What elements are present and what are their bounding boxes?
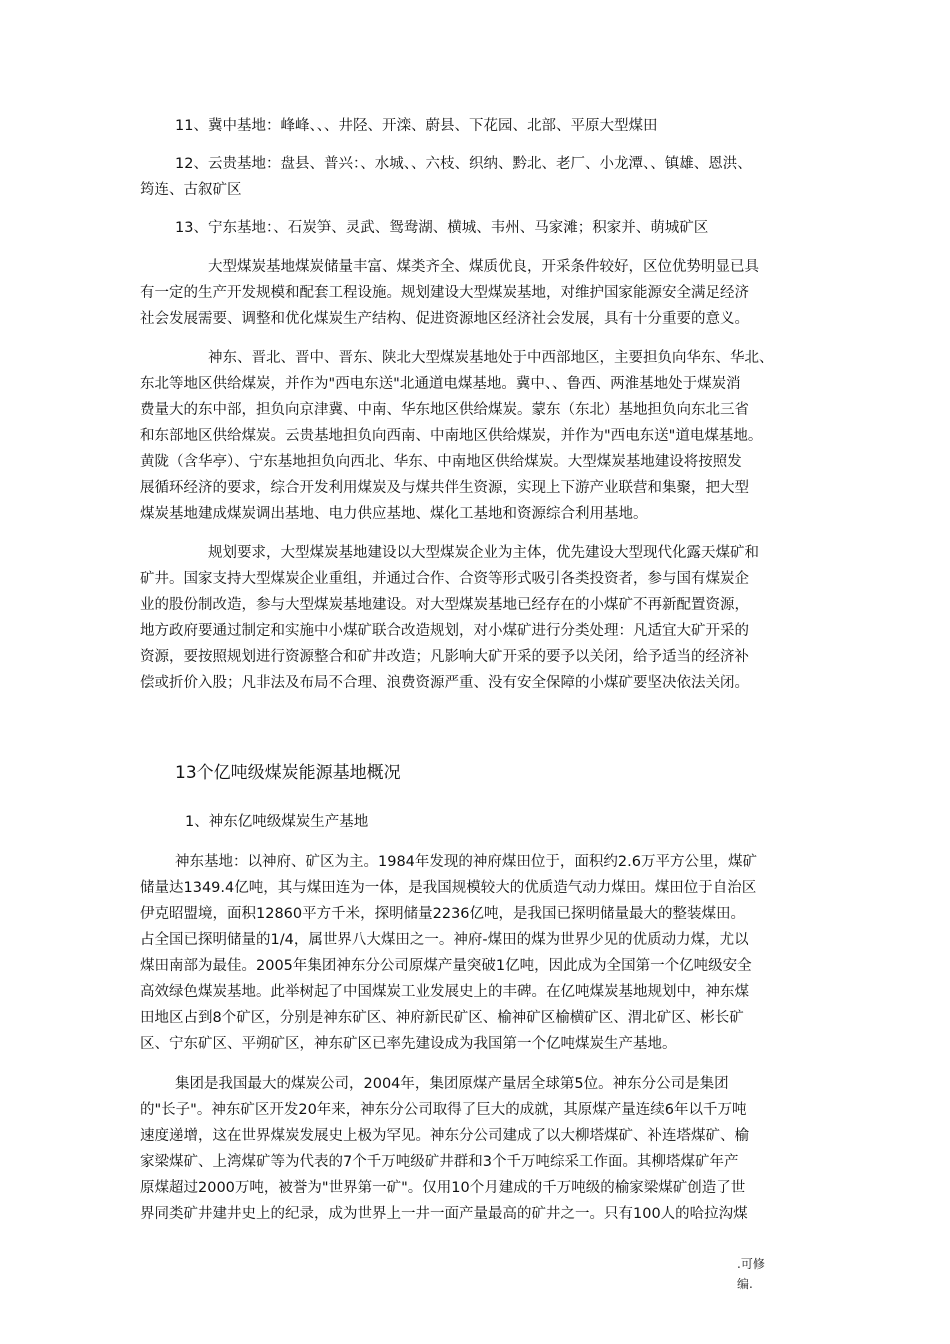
- paragraph-line: 的"长子"。神东矿区开发20年来，神东分公司取得了巨大的成就，其原煤产量连续6年以千万吨: [140, 1102, 747, 1118]
- list-item-11: 11、冀中基地：峰峰、、、井陉、开滦、蔚县、下花园、北部、平原大型煤田: [175, 118, 658, 134]
- paragraph-line: 伊克昭盟境，面积12860平方千米，探明储量2236亿吨，是我国已探明储量最大的整装煤田。: [140, 906, 746, 922]
- paragraph-line: 原煤超过2000万吨，被誉为"世界第一矿"。仅用10个月建成的千万吨级的榆家梁煤矿创造了世: [140, 1180, 746, 1196]
- paragraph-line: 地方政府要通过制定和实施中小煤矿联合改造规划，对小煤矿进行分类处理：凡适宜大矿开采的: [140, 623, 749, 639]
- paragraph-line: 资源，要按照规划进行资源整合和矿井改造；凡影响大矿开采的要予以关闭，给予适当的经济补: [140, 649, 749, 665]
- paragraph-line: 高效绿色煤炭基地。此举树起了中国煤炭工业发展史上的丰碑。在亿吨煤炭基地规划中，神东煤: [140, 984, 749, 1000]
- paragraph-line: 规划要求，大型煤炭基地建设以大型煤炭企业为主体，优先建设大型现代化露天煤矿和: [208, 545, 759, 561]
- paragraph-line: 集团是我国最大的煤炭公司，2004年，集团原煤产量居全球第5位。神东分公司是集团: [175, 1076, 729, 1092]
- paragraph-line: 和东部地区供给煤炭。云贵基地担负向西南、中南地区供给煤炭，并作为"西电东送"道电煤基地。: [140, 428, 763, 444]
- paragraph-line: 占全国已探明储量的1/4，属世界八大煤田之一。神府-煤田的煤为世界少见的优质动力煤，尤以: [140, 932, 749, 948]
- footer-line: .可修: [737, 1257, 765, 1271]
- paragraph-line: 大型煤炭基地煤炭储量丰富、煤类齐全、煤质优良，开采条件较好，区位优势明显已具: [208, 259, 759, 275]
- paragraph-line: 煤炭基地建成煤炭调出基地、电力供应基地、煤化工基地和资源综合利用基地。: [140, 506, 648, 522]
- footer-line: 编.: [737, 1277, 753, 1291]
- paragraph-line: 矿井。国家支持大型煤炭企业重组，并通过合作、合资等形式吸引各类投资者，参与国有煤炭企: [140, 571, 749, 587]
- paragraph-line: 展循环经济的要求，综合开发利用煤炭及与煤共伴生资源，实现上下游产业联营和集聚，把大型: [140, 480, 749, 496]
- paragraph-line: 储量达1349.4亿吨，其与煤田连为一体，是我国规模较大的优质造气动力煤田。煤田位于自治区: [140, 880, 757, 896]
- paragraph-line: 神东基地：以神府、矿区为主。1984年发现的神府煤田位于，面积约2.6万平方公里，煤矿: [175, 854, 757, 870]
- subsection-title: 1、神东亿吨级煤炭生产基地: [185, 814, 369, 830]
- paragraph-line: 业的股份制改造，参与大型煤炭基地建设。对大型煤炭基地已经存在的小煤矿不再新配置资源，: [140, 597, 749, 613]
- list-item-12-line-2: 筠连、古叙矿区: [140, 182, 242, 198]
- paragraph-line: 家梁煤矿、上湾煤矿等为代表的7个千万吨级矿井群和3个千万吨综采工作面。其柳塔煤矿年产: [140, 1154, 739, 1170]
- list-item-13: 13、宁东基地：、石炭笋、灵武、鸳鸯湖、横城、韦州、马家滩；积家并、萌城矿区: [175, 220, 709, 236]
- paragraph-line: 有一定的生产开发规模和配套工程设施。规划建设大型煤炭基地，对维护国家能源安全满足经济: [140, 285, 749, 301]
- paragraph-line: 神东、晋北、晋中、晋东、陕北大型煤炭基地处于中西部地区，主要担负向华东、华北、: [208, 350, 774, 366]
- section-title: 13个亿吨级煤炭能源基地概况: [175, 763, 401, 783]
- paragraph-line: 社会发展需要、调整和优化煤炭生产结构、促进资源地区经济社会发展，具有十分重要的意义。: [140, 311, 749, 327]
- paragraph-line: 黄陇（含华亭）、宁东基地担负向西北、华东、中南地区供给煤炭。大型煤炭基地建设将按照发: [140, 454, 742, 470]
- paragraph-line: 界同类矿井建井史上的纪录，成为世界上一井一面产量最高的矿井之一。只有100人的哈拉沟煤: [140, 1206, 748, 1222]
- paragraph-line: 东北等地区供给煤炭，并作为"西电东送"北通道电煤基地。冀中、、鲁西、两淮基地处于煤炭消: [140, 376, 741, 392]
- paragraph-line: 田地区占到8个矿区，分别是神东矿区、神府新民矿区、榆神矿区榆横矿区、渭北矿区、彬长矿: [140, 1010, 744, 1026]
- paragraph-line: 费量大的东中部，担负向京津冀、中南、华东地区供给煤炭。蒙东（东北）基地担负向东北三省: [140, 402, 749, 418]
- paragraph-line: 煤田南部为最佳。2005年集团神东分公司原煤产量突破1亿吨，因此成为全国第一个亿吨级安全: [140, 958, 752, 974]
- list-item-12-line-1: 12、云贵基地：盘县、普兴：、水城、、六枝、织纳、黔北、老厂、小龙潭、、镇雄、恩洪、: [175, 156, 752, 172]
- paragraph-line: 偿或折价入股；凡非法及布局不合理、浪费资源严重、没有安全保障的小煤矿要坚决依法关闭。: [140, 675, 749, 691]
- paragraph-line: 速度递增，这在世界煤炭发展史上极为罕见。神东分公司建成了以大柳塔煤矿、补连塔煤矿、榆: [140, 1128, 749, 1144]
- paragraph-line: 区、宁东矿区、平朔矿区，神东矿区已率先建设成为我国第一个亿吨煤炭生产基地。: [140, 1036, 677, 1052]
